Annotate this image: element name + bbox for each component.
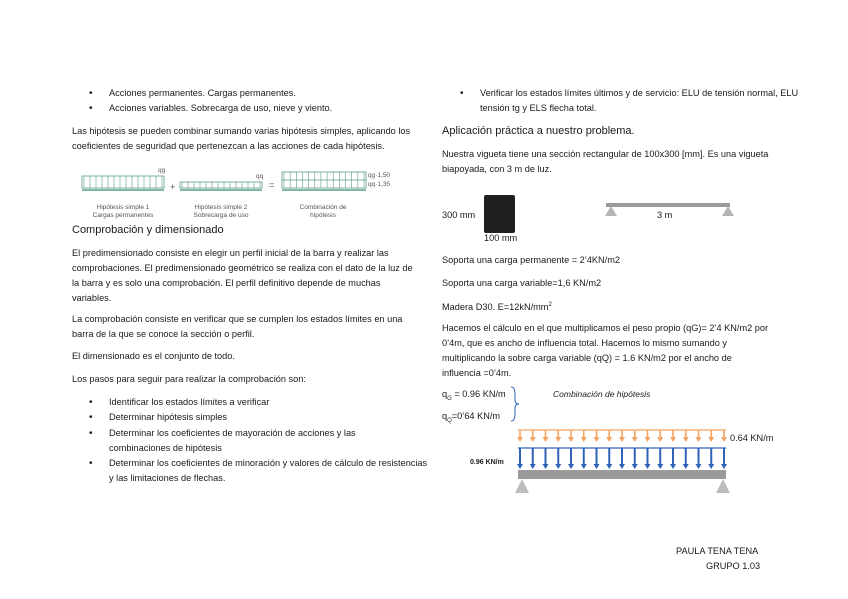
load-arrowhead — [683, 464, 689, 469]
qg-number: = 0.96 KN/m — [451, 389, 506, 399]
brace-icon — [510, 386, 520, 422]
para-comprobacion: La comprobación consiste en verificar que se cumplen los estados límites en una barra de la que se conoce la sección o perfil. — [72, 314, 403, 339]
load-arrowhead — [632, 437, 638, 442]
load-bottom-label: 0.96 KN/m — [470, 459, 504, 466]
combo-title: Combinación de hipótesis — [553, 389, 651, 399]
load-support-right-icon — [716, 479, 730, 493]
carga-permanente: Soporta una carga permanente = 2’4KN/m2 — [442, 255, 620, 265]
load-arrowhead — [555, 437, 561, 442]
para-calculo: Hacemos el cálculo en el que multiplicamos el peso propio (qG)= 2’4 KN/m2 por 0’4m, que es ancho de influencia total. Hacemos lo mismo sumando y multiplicando la sobre carga variable (qQ) = 1.6 KN/m2 por el ancho de influencia =0’4m. — [442, 323, 769, 378]
load-arrowhead — [670, 464, 676, 469]
load-arrowhead — [581, 437, 587, 442]
bullet-verificar: • Verificar los estados límites últimos y de servicio: ELU de tensión normal, ELU tensión tg y ELS flecha total. — [460, 86, 800, 116]
diagram-label-1: Hipótesis simple 1 Cargas permanentes — [92, 204, 154, 219]
load-arrowhead — [543, 437, 549, 442]
madera-sup: 2 — [548, 302, 552, 308]
support-left-icon — [605, 206, 617, 216]
heading-aplicacion: Aplicación práctica a nuestro problema. — [442, 125, 635, 137]
bullet-acciones-variables: • Acciones variables. Sobrecarga de uso, nieve y viento. — [89, 101, 439, 116]
load-arrowhead — [645, 437, 651, 442]
qq-value — [442, 410, 500, 427]
section-rectangle — [484, 195, 515, 233]
load-arrowhead — [568, 437, 574, 442]
load-arrowhead — [696, 437, 702, 442]
qg-sub: G — [447, 395, 452, 402]
para-dimensionado: El dimensionado es el conjunto de todo. — [72, 351, 235, 361]
qg-value — [442, 388, 506, 405]
load-arrowhead — [721, 437, 727, 442]
load-arrowhead — [708, 437, 714, 442]
load-arrowhead — [683, 437, 689, 442]
diagram-qq: qq — [256, 173, 264, 180]
load-arrowhead — [670, 437, 676, 442]
load-arrowhead — [594, 437, 600, 442]
diagram-label-2: Hipótesis simple 2 Sobrecarga de uso — [193, 204, 249, 219]
bullet-acciones-permanentes: • Acciones permanentes. Cargas permanentes. — [89, 86, 439, 101]
qg-label: q — [442, 389, 448, 399]
load-arrowhead — [657, 437, 663, 442]
diagram-beam-3 — [282, 172, 366, 190]
diagram-equals: = — [269, 180, 275, 190]
load-arrowhead — [619, 437, 625, 442]
diagram-combo-bottom: qq·1,35 — [368, 181, 391, 188]
step-hipotesis: • Determinar hipótesis simples — [89, 410, 429, 425]
load-arrowhead — [632, 464, 638, 469]
para-pasos: Los pasos para seguir para realizar la comprobación son: — [72, 374, 306, 384]
hypothesis-diagram — [72, 166, 412, 224]
section-height-label: 300 mm — [442, 210, 476, 220]
diagram-plus: + — [170, 182, 176, 192]
load-arrowhead — [555, 464, 561, 469]
step-minoracion: • Determinar los coeficientes de minoración y valores de cálculo de resistencias y las limitaciones de flechas. — [89, 456, 429, 486]
diagram-qg: qg — [158, 167, 166, 174]
qq-label: q — [442, 411, 448, 421]
load-arrowhead — [645, 464, 651, 469]
support-right-icon — [722, 206, 734, 216]
load-arrowhead — [517, 437, 523, 442]
diagram-label-3: Combinación de hipótesis — [299, 204, 347, 219]
para-hipotesis: Las hipótesis se pueden combinar sumando varias hipótesis simples, aplicando los coeficientes de seguridad que pertenezcan a las acciones de cada hipótesis. — [72, 126, 411, 151]
load-top-label: 0.64 KN/m — [730, 433, 774, 443]
load-arrowhead — [696, 464, 702, 469]
qq-sub: Q — [447, 417, 452, 424]
diagram-combo-top: qg·1,50 — [368, 172, 391, 179]
load-arrowhead — [721, 464, 727, 469]
load-diagram — [510, 426, 750, 496]
step-identificar: • Identificar los estados límites a verificar — [89, 395, 429, 410]
load-arrowhead — [594, 464, 600, 469]
carga-variable: Soporta una carga variable=1,6 KN/m2 — [442, 278, 602, 288]
footer-group: GRUPO 1.03 — [706, 561, 761, 571]
load-support-left-icon — [515, 479, 529, 493]
span-label: 3 m — [657, 210, 673, 220]
section-width-label: 100 mm — [484, 233, 518, 243]
load-arrowhead — [657, 464, 663, 469]
load-arrowhead — [606, 464, 612, 469]
heading-comprobacion: Comprobación y dimensionado — [72, 224, 224, 236]
qq-number: =0’64 KN/m — [451, 411, 501, 421]
load-arrowhead — [568, 464, 574, 469]
madera-d30 — [442, 298, 772, 315]
para-predimensionado: El predimensionado consiste en elegir un perfil inicial de la barra y realizar las comprobaciones. El predimensionado geométrico se realiza con el dato de la luz de la barra y es solo una comprobación. El perfil definitivo depende de muchas variables. — [72, 248, 413, 303]
load-arrowhead — [581, 464, 587, 469]
diagram-beam-2 — [180, 182, 262, 190]
load-arrowhead — [619, 464, 625, 469]
load-arrowhead — [708, 464, 714, 469]
step-mayoracion: • Determinar los coeficientes de mayoración de acciones y las combinaciones de hipótesis — [89, 426, 409, 456]
diagram-beam-1 — [82, 176, 164, 190]
para-vigueta: Nuestra vigueta tiene una sección rectangular de 100x300 [mm]. Es una vigueta biapoyada, con 3 m de luz. — [442, 149, 769, 174]
madera-text: Madera D30. E=12kN/mm — [442, 302, 549, 313]
beam-body — [518, 470, 726, 479]
load-arrowhead — [543, 464, 549, 469]
load-arrowhead — [530, 464, 536, 469]
load-arrowhead — [517, 464, 523, 469]
footer-author: PAULA TENA TENA — [676, 546, 759, 556]
load-arrowhead — [530, 437, 536, 442]
load-arrowhead — [606, 437, 612, 442]
